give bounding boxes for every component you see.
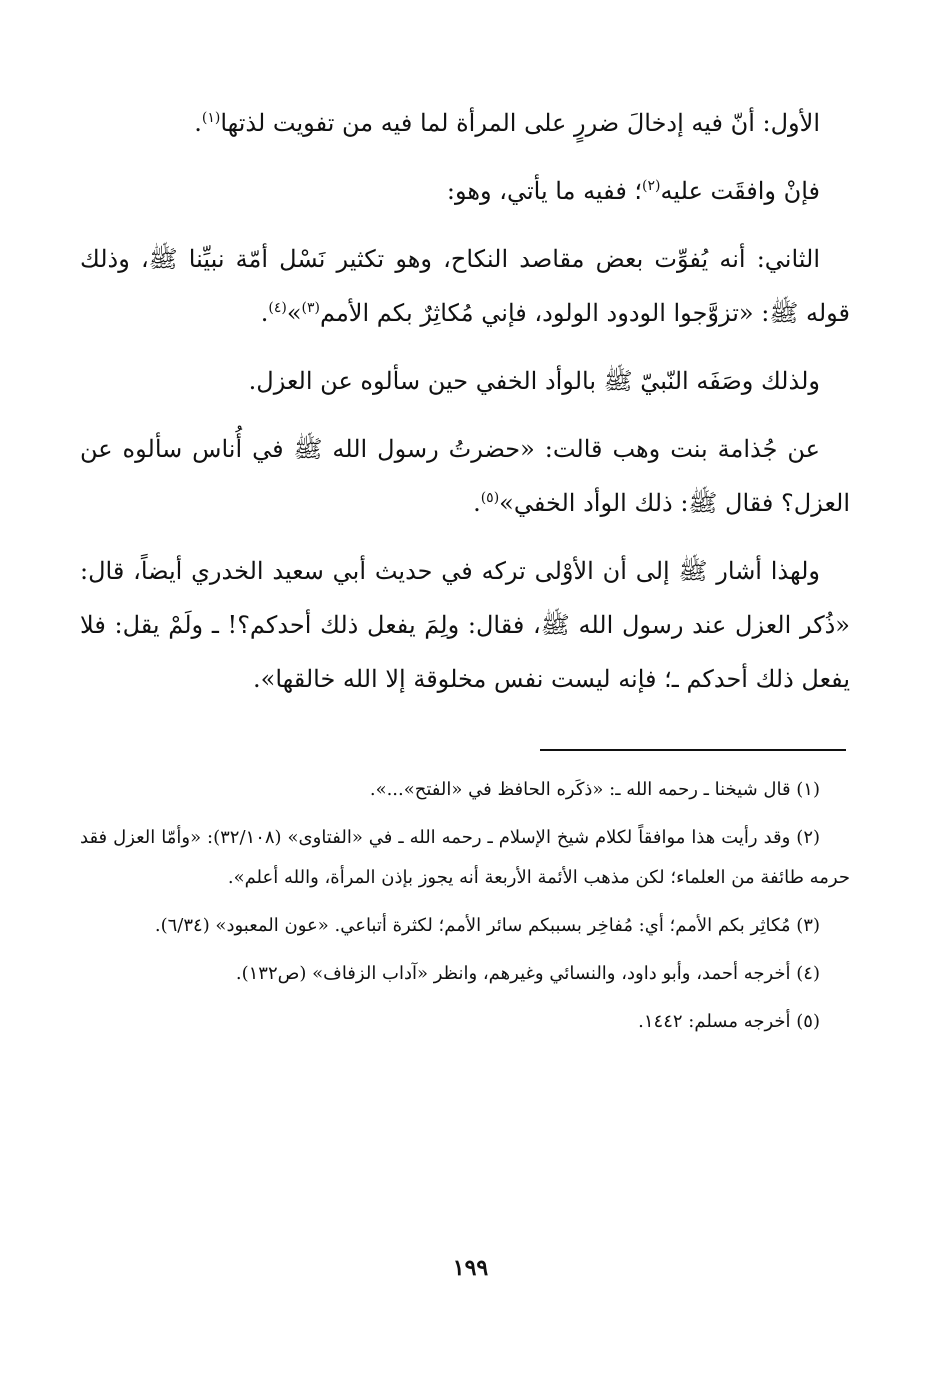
footnote-3: (٣) مُكاثِر بكم الأمم؛ أي: مُفاخِر بسببكم سائر الأمم؛ لكثرة أتباعي. «عون المعبود» (٦/٣٤). xyxy=(154,915,820,936)
paragraph-consent xyxy=(80,164,850,218)
paragraph-text: ولهذا أشار ﷺ إلى أن الأوْلى تركه في حديث أبي سعيد الخدري أيضاً، قال: «ذُكر العزل عند رسول الله ﷺ، فقال: ولِمَ يفعل ذلك أحدكم؟! ـ ولَمْ يقل: فلا يفعل ذلك أحدكم ـ؛ فإنه ليست نفس مخلوقة إلا الله خالقها». xyxy=(80,557,850,693)
paragraph-text: فإنْ وافقَت عليه xyxy=(660,177,820,205)
footnote-ref[interactable]: (٥) xyxy=(480,490,500,506)
footnote-divider xyxy=(540,749,846,751)
paragraph-text: ولذلك وصَفَه النّبيّ ﷺ بالوأد الخفي حين سألوه عن العزل. xyxy=(248,367,820,395)
paragraph-first-harm xyxy=(80,96,850,150)
footnote-ref[interactable]: (٢) xyxy=(642,178,661,194)
footnote-4: (٤) أخرجه أحمد، وأبو داود، والنسائي وغيرهم، وانظر «آداب الزفاف» (ص١٣٢). xyxy=(235,963,820,984)
paragraph-text-tail: » xyxy=(286,299,302,327)
paragraph-judhama-hadith xyxy=(80,422,850,530)
main-text xyxy=(80,96,850,720)
paragraph-text-tail: ؛ ففيه ما يأتي، وهو: xyxy=(446,177,643,205)
footnotes xyxy=(80,770,850,1050)
paragraph-text: الثاني: أنه يُفوِّت بعض مقاصد النكاح، وهو تكثير نَسْل أمّة نبيِّنا ﷺ، وذلك قوله ﷺ: «تزوَّجوا الودود الولود، فإني مُكاثِرٌ بكم الأمم xyxy=(80,245,850,327)
footnote-ref[interactable]: (٣) xyxy=(301,300,320,316)
footnote-ref[interactable]: (٤) xyxy=(268,300,287,316)
footnote-ref[interactable]: (١) xyxy=(201,110,221,126)
paragraph-wad xyxy=(80,354,850,408)
paragraph-text-tail: . xyxy=(260,299,269,327)
paragraph-text: الأول: أنّ فيه إدخالَ ضررٍ على المرأة لما فيه من تفويت لذتها xyxy=(220,109,820,137)
footnote-5: (٥) أخرجه مسلم: ١٤٤٢. xyxy=(638,1011,820,1032)
paragraph-text: عن جُذامة بنت وهب قالت: «حضرتُ رسول الله ﷺ في أُناس سألوه عن العزل؟ فقال ﷺ: ذلك الوأد الخفي» xyxy=(80,435,850,517)
paragraph-text-tail: . xyxy=(194,109,202,137)
footnote-2: (٢) وقد رأيت هذا موافقاً لكلام شيخ الإسلام ـ رحمه الله ـ في «الفتاوى» (٣٢/١٠٨): «وأمّا العزل فقد حرمه طائفة من العلماء؛ لكن مذهب الأئمة الأربعة أنه يجوز بإذن المرأة، والله أعلم». xyxy=(80,827,850,888)
paragraph-text-tail: . xyxy=(473,489,481,517)
paragraph-second-harm xyxy=(80,232,850,340)
footnote-1: (١) قال شيخنا ـ رحمه الله ـ: «ذكَره الحافظ في «الفتح»...». xyxy=(369,779,820,800)
page-number: ١٩٩ xyxy=(452,1255,489,1281)
paragraph-abu-said-hadith xyxy=(80,544,850,706)
